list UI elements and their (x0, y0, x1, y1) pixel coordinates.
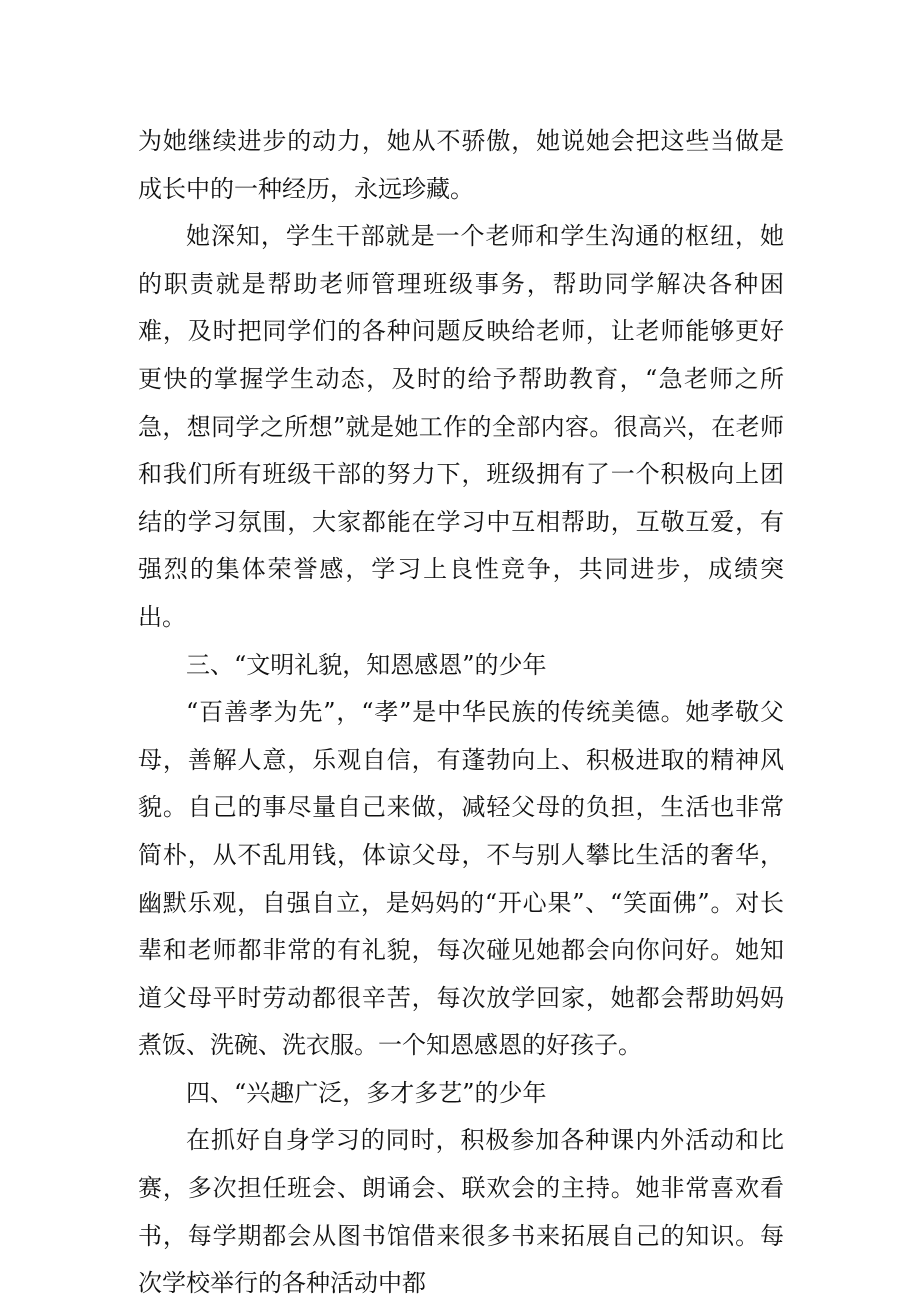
paragraph-hobbies: 在抓好自身学习的同时，积极参加各种课内外活动和比赛，多次担任班会、朗诵会、联欢会的主持。她非常喜欢看书，每学期都会从图书馆借来很多书来拓展自己的知识。每次学校举行的各种活动中都 (138, 1126, 784, 1298)
document-body (138, 118, 784, 1308)
section-heading-three: 三、“文明礼貌，知恩感恩”的少年 (186, 650, 547, 679)
section-heading-four: 四、“兴趣广泛，多才多艺”的少年 (186, 1078, 547, 1107)
paragraph-continued: 为她继续进步的动力，她从不骄傲，她说她会把这些当做是成长中的一种经历，永远珍藏。 (138, 127, 784, 203)
paragraph-student-leader-duties: 她深知，学生干部就是一个老师和学生沟通的枢纽，她的职责就是帮助老师管理班级事务，帮助同学解决各种困难，及时把同学们的各种问题反映给老师，让老师能够更好更快的掌握学生动态，及时的给予帮助教育，“急老师之所急，想同学之所想”就是她工作的全部内容。很高兴，在老师和我们所有班级干部的努力下，班级拥有了一个积极向上团结的学习氛围，大家都能在学习中互相帮助，互敬互爱，有强烈的集体荣誉感，学习上良性竞争，共同进步，成绩突出。 (138, 222, 784, 631)
paragraph-filial-piety: “百善孝为先”，“孝”是中华民族的传统美德。她孝敬父母，善解人意，乐观自信，有蓬勃向上、积极进取的精神风貌。自己的事尽量自己来做，减轻父母的负担，生活也非常简朴，从不乱用钱，体谅父母，不与别人攀比生活的奢华，幽默乐观，自强自立，是妈妈的“开心果”、“笑面佛”。对长辈和老师都非常的有礼貌，每次碰见她都会向你问好。她知道父母平时劳动都很辛苦，每次放学回家，她都会帮助妈妈煮饭、洗碗、洗衣服。一个知恩感恩的好孩子。 (138, 698, 784, 1060)
